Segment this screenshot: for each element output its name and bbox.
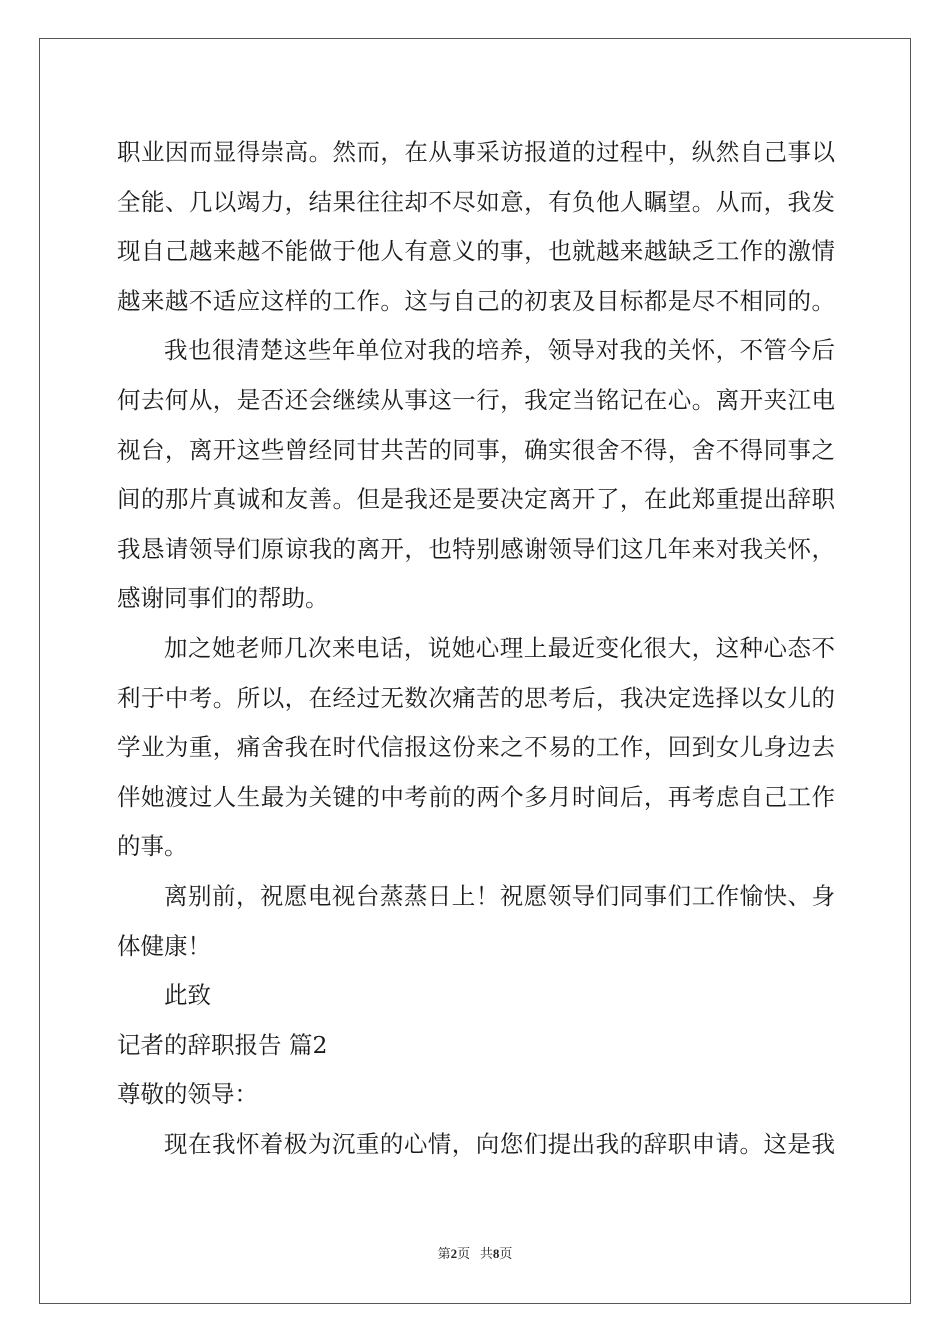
- text-line: 体健康！: [117, 931, 211, 960]
- text-line: 伴她渡过人生最为关键的中考前的两个多月时间后，再考虑自己工作: [117, 782, 835, 811]
- text-line: 越来越不适应这样的工作。这与自己的初衷及目标都是尽不相同的。: [117, 286, 835, 315]
- page-number: 2: [450, 1246, 458, 1261]
- text-line: 我也很清楚这些年单位对我的培养，领导对我的关怀，不管今后: [164, 336, 835, 365]
- text-line: 尊敬的领导：: [117, 1080, 258, 1109]
- text-line: 现在我怀着极为沉重的心情，向您们提出我的辞职申请。这是我: [164, 1129, 835, 1158]
- text-line: 记者的辞职报告 篇2: [117, 1030, 328, 1059]
- text-line: 间的那片真诚和友善。但是我还是要决定离开了，在此郑重提出辞职: [117, 485, 835, 514]
- text-line: 离别前，祝愿电视台蒸蒸日上！祝愿领导们同事们工作愉快、身: [164, 881, 835, 910]
- text-line: 现自己越来越不能做于他人有意义的事，也就越来越缺乏工作的激情: [117, 237, 835, 266]
- text-line: 的事。: [117, 832, 188, 861]
- document-body: [117, 128, 835, 1169]
- text-line: 职业因而显得崇高。然而，在从事采访报道的过程中，纵然自己事以: [117, 138, 835, 166]
- text-line: 全能、几以竭力，结果往往却不尽如意，有负他人瞩望。从而，我发: [117, 187, 835, 216]
- total-label-suffix: 页: [499, 1246, 513, 1261]
- text-line: 利于中考。所以，在经过无数次痛苦的思考后，我决定选择以女儿的: [117, 683, 835, 712]
- text-line: 我恳请领导们原谅我的离开，也特别感谢领导们这几年来对我关怀，: [117, 534, 835, 563]
- text-line: 学业为重，痛舍我在时代信报这份来之不易的工作，回到女儿身边去: [117, 733, 835, 762]
- text-line: 何去何从，是否还会继续从事这一行，我定当铭记在心。离开夹江电: [117, 385, 835, 414]
- text-line: 加之她老师几次来电话，说她心理上最近变化很大，这种心态不: [164, 633, 835, 662]
- page-label-suffix: 页: [457, 1246, 471, 1261]
- page-footer: [0, 1243, 950, 1262]
- text-line: 感谢同事们的帮助。: [117, 584, 329, 613]
- total-pages: 8: [492, 1246, 500, 1261]
- page-label-prefix: 第: [437, 1246, 451, 1261]
- total-label-prefix: 共: [479, 1246, 493, 1261]
- text-line: 此致: [164, 981, 211, 1010]
- text-line: 视台，离开这些曾经同甘共苦的同事，确实很舍不得，舍不得同事之: [117, 435, 835, 464]
